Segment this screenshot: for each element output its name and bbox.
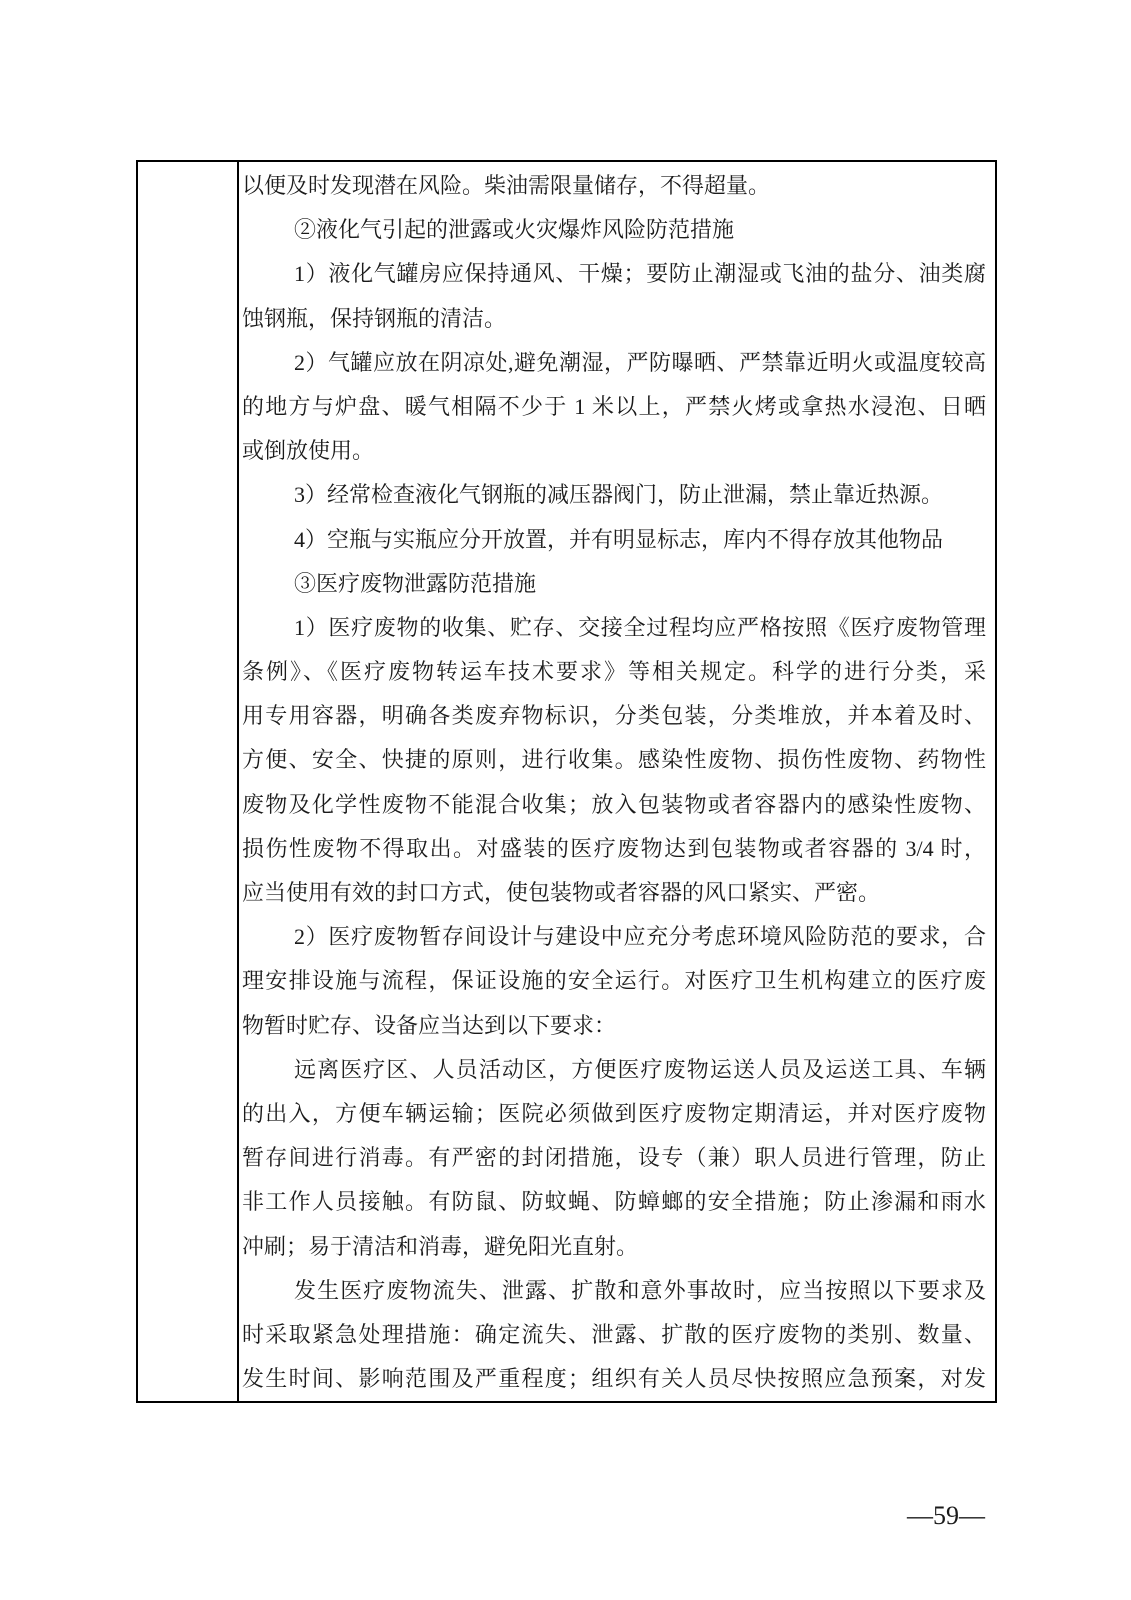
text-line: 远离医疗区、人员活动区，方便医疗废物运送人员及运送工具、车辆 <box>294 1056 986 1082</box>
text-line: 的地方与炉盘、暖气相隔不少于 1 米以上，严禁火烤或拿热水浸泡、日晒 <box>242 393 986 419</box>
text-line: 理安排设施与流程，保证设施的安全运行。对医疗卫生机构建立的医疗废 <box>242 968 986 994</box>
text-line: 蚀钢瓶，保持钢瓶的清洁。 <box>242 305 507 331</box>
text-line: ③医疗废物泄露防范措施 <box>294 570 537 596</box>
text-line: 发生医疗废物流失、泄露、扩散和意外事故时，应当按照以下要求及 <box>294 1277 986 1303</box>
text-line: 2）气罐应放在阴凉处,避免潮湿，严防曝晒、严禁靠近明火或温度较高 <box>294 349 986 375</box>
page-number: —59— <box>907 1501 985 1530</box>
table-cell-left <box>138 162 239 1401</box>
text-line: ②液化气引起的泄露或火灾爆炸风险防范措施 <box>294 217 735 243</box>
text-line: 暂存间进行消毒。有严密的封闭措施，设专（兼）职人员进行管理，防止 <box>242 1145 986 1171</box>
text-line: 方便、安全、快捷的原则，进行收集。感染性废物、损伤性废物、药物性 <box>242 747 986 773</box>
text-line: 时采取紧急处理措施：确定流失、泄露、扩散的医疗废物的类别、数量、 <box>242 1321 986 1347</box>
text-line: 应当使用有效的封口方式，使包装物或者容器的风口紧实、严密。 <box>242 880 881 905</box>
text-line: 2）医疗废物暂存间设计与建设中应充分考虑环境风险防范的要求，合 <box>294 924 986 950</box>
text-line: 损伤性废物不得取出。对盛装的医疗废物达到包装物或者容器的 3/4 时， <box>242 835 986 861</box>
table-cell-content <box>239 162 995 1401</box>
text-line: 4）空瓶与实瓶应分开放置，并有明显标志，库内不得存放其他物品 <box>294 526 944 552</box>
text-line: 3）经常检查液化气钢瓶的减压器阀门，防止泄漏，禁止靠近热源。 <box>294 482 944 508</box>
text-line: 1）医疗废物的收集、贮存、交接全过程均应严格按照《医疗废物管理 <box>294 614 986 640</box>
text-line: 非工作人员接触。有防鼠、防蚊蝇、防蟑螂的安全措施；防止渗漏和雨水 <box>242 1189 986 1215</box>
text-line: 冲刷；易于清洁和消毒，避免阳光直射。 <box>242 1233 639 1259</box>
text-line: 或倒放使用。 <box>242 438 375 464</box>
text-line: 发生时间、影响范围及严重程度；组织有关人员尽快按照应急预案，对发 <box>242 1366 986 1392</box>
text-line: 的出入，方便车辆运输；医院必须做到医疗废物定期清运，并对医疗废物 <box>242 1100 986 1126</box>
text-line: 用专用容器，明确各类废弃物标识，分类包装，分类堆放，并本着及时、 <box>242 703 986 729</box>
text-line: 条例》、《医疗废物转运车技术要求》等相关规定。科学的进行分类，采 <box>242 659 986 685</box>
text-line: 废物及化学性废物不能混合收集；放入包装物或者容器内的感染性废物、 <box>242 791 986 817</box>
text-line: 物暂时贮存、设备应当达到以下要求： <box>242 1012 617 1038</box>
text-line: 1）液化气罐房应保持通风、干燥；要防止潮湿或飞油的盐分、油类腐 <box>294 261 986 287</box>
document-table <box>136 160 997 1403</box>
text-line: 以便及时发现潜在风险。柴油需限量储存，不得超量。 <box>242 173 771 198</box>
